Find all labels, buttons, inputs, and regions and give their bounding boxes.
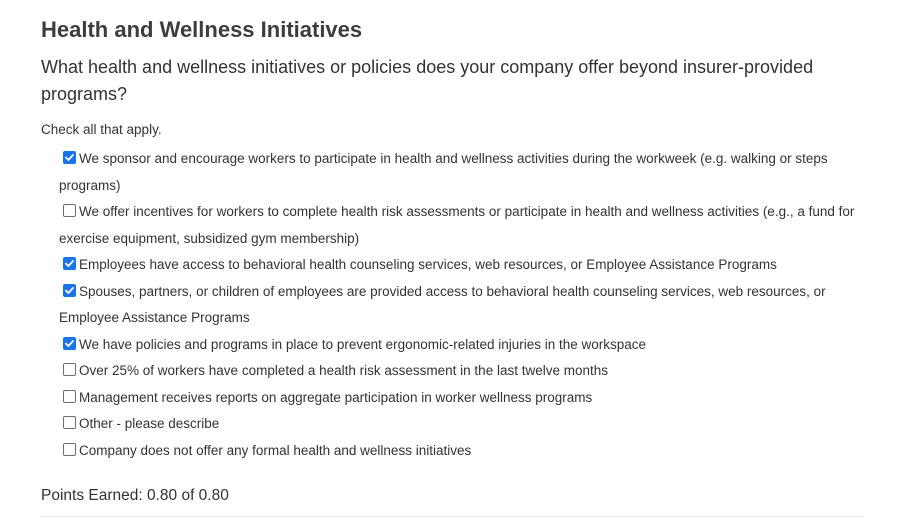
checkbox[interactable]	[63, 443, 76, 456]
section-title: Health and Wellness Initiatives	[41, 17, 363, 42]
option-other[interactable]	[59, 411, 869, 438]
option-risk-assessment[interactable]	[59, 358, 869, 385]
option-label: Spouses, partners, or children of employees are provided access to behavioral health counseling services, web resources, or Employee Assistance Programs	[59, 283, 826, 325]
checkbox[interactable]	[63, 151, 76, 164]
checkbox[interactable]	[63, 416, 76, 429]
option-employee-behavioral-health[interactable]	[59, 252, 869, 279]
option-label: Employees have access to behavioral health counseling services, web resources, or Employee Assistance Programs	[79, 257, 777, 272]
checkbox[interactable]	[63, 363, 76, 376]
points-earned: Points Earned: 0.80 of 0.80	[41, 487, 229, 504]
option-label: We offer incentives for workers to complete health risk assessments or participate in health and wellness activities (e.g., a fund for exercise equipment, subsidized gym membership)	[59, 204, 855, 246]
option-none[interactable]	[59, 438, 869, 465]
option-family-behavioral-health[interactable]	[59, 279, 869, 332]
checkbox[interactable]	[63, 284, 76, 297]
checkbox[interactable]	[63, 390, 76, 403]
checkmark-icon	[64, 338, 75, 349]
checkbox[interactable]	[63, 257, 76, 270]
option-label: Over 25% of workers have completed a health risk assessment in the last twelve months	[79, 363, 608, 378]
instruction-text: Check all that apply.	[41, 122, 162, 137]
checkmark-icon	[64, 152, 75, 163]
checkbox[interactable]	[63, 204, 76, 217]
option-incentives[interactable]	[59, 199, 869, 252]
checkbox-list	[59, 146, 869, 464]
option-label: Company does not offer any formal health and wellness initiatives	[79, 442, 472, 458]
option-ergonomic-policies[interactable]	[59, 332, 869, 359]
option-sponsor-activities[interactable]	[59, 146, 869, 199]
option-label: We have policies and programs in place to prevent ergonomic-related injuries in the workspace	[79, 336, 647, 352]
checkmark-icon	[64, 258, 75, 269]
checkbox[interactable]	[63, 337, 76, 350]
checkmark-icon	[64, 285, 75, 296]
option-label: Management receives reports on aggregate participation in worker wellness programs	[79, 389, 593, 405]
question-text: What health and wellness initiatives or policies does your company offer beyond insurer-provided programs?	[41, 57, 814, 104]
option-label: Other - please describe	[79, 416, 220, 431]
divider	[41, 516, 863, 517]
option-label: We sponsor and encourage workers to participate in health and wellness activities during the workweek (e.g. walking or steps programs)	[59, 151, 828, 193]
option-management-reports[interactable]	[59, 385, 869, 412]
